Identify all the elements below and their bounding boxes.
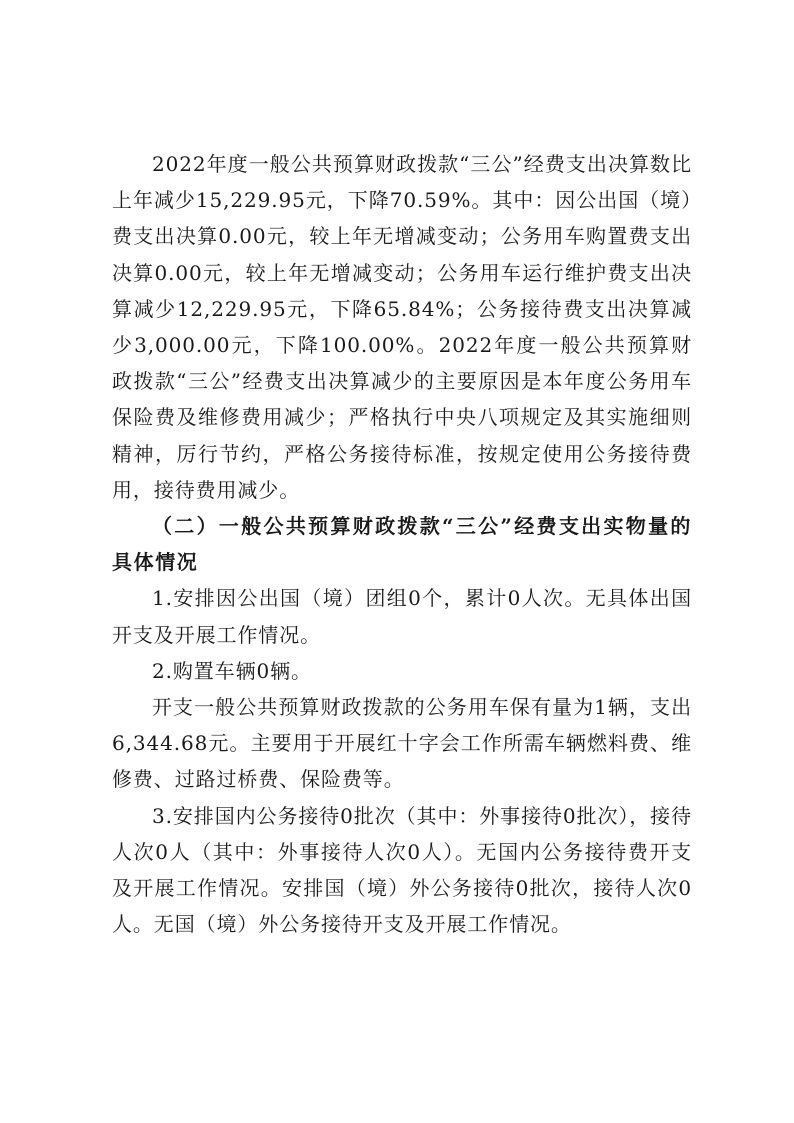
item-3-paragraph: 3.安排国内公务接待0批次（其中：外事接待0批次），接待人次0人（其中：外事接待人次0人）。无国内公务接待费开支及开展工作情况。安排国（境）外公务接待0批次，接待人次0人。无国（境）外公务接待开支及开展工作情况。	[112, 803, 692, 937]
item-1-paragraph: 1.安排因公出国（境）团组0个，累计0人次。无具体出国开支及开展工作情况。	[112, 586, 692, 647]
vehicle-paragraph: 开支一般公共预算财政拨款的公务用车保有量为1辆，支出6,344.68元。主要用于开展红十字会工作所需车辆燃料费、维修费、过路过桥费、保险费等。	[112, 695, 692, 792]
section-heading: （二）一般公共预算财政拨款“三公”经费支出实物量的具体情况	[112, 514, 692, 575]
document-body	[112, 146, 692, 942]
item-2-paragraph: 2.购置车辆0辆。	[152, 658, 312, 683]
summary-paragraph: 2022年度一般公共预算财政拨款“三公”经费支出决算数比上年减少15,229.95元，下降70.59%。其中：因公出国（境）费支出决算0.00元，较上年无增减变动；公务用车购置费支出决算0.00元，较上年无增减变动；公务用车运行维护费支出决算减少12,229.95元，下降65.84%；公务接待费支出决算减少3,000.00元，下降100.00%。2022年度一般公共预算财政拨款“三公”经费支出决算减少的主要原因是本年度公务用车保险费及维修费用减少；严格执行中央八项规定及其实施细则精神，厉行节约，严格公务接待标准，按规定使用公务接待费用，接待费用减少。	[112, 152, 692, 502]
